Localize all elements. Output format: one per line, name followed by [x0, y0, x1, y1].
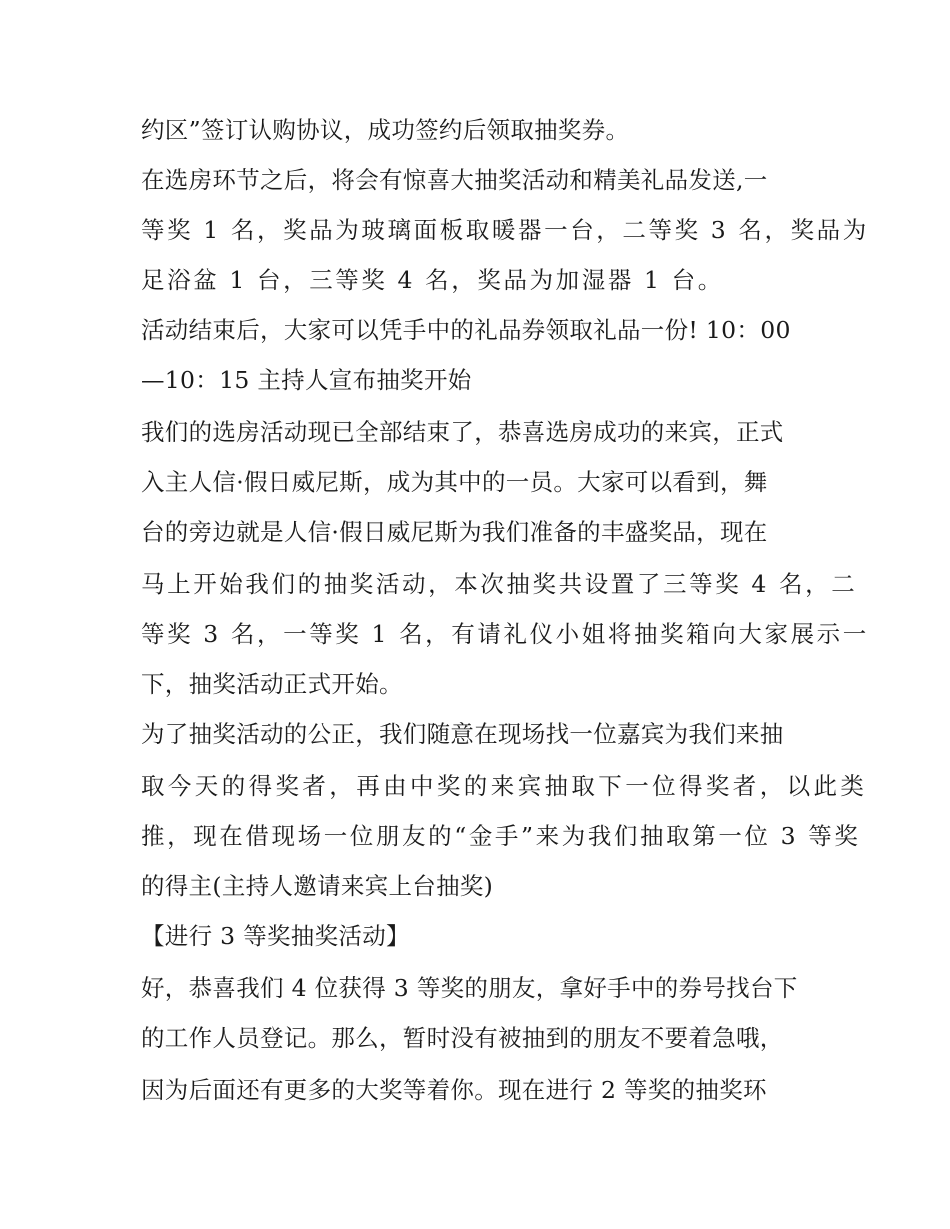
- text-line-15: 推，现在借现场一位朋友的“金手”来为我们抽取第一位 3 等奖: [141, 822, 861, 850]
- text-line-8: 入主人信·假日威尼斯，成为其中的一员。大家可以看到，舞: [141, 468, 768, 496]
- text-line-5: 活动结束后，大家可以凭手中的礼品券领取礼品一份! 10：00: [141, 316, 791, 344]
- text-line-18: 好，恭喜我们 4 位获得 3 等奖的朋友，拿好手中的券号找台下: [141, 974, 798, 1002]
- text-line-17: 【进行 3 等奖抽奖活动】: [141, 922, 410, 950]
- text-line-12: 下，抽奖活动正式开始。: [141, 670, 403, 698]
- text-line-11: 等奖 3 名，一等奖 1 名，有请礼仪小姐将抽奖箱向大家展示一: [141, 620, 869, 648]
- text-line-6: —10：15 主持人宣布抽奖开始: [141, 366, 472, 394]
- text-line-2: 在选房环节之后，将会有惊喜大抽奖活动和精美礼品发送,一: [141, 166, 768, 194]
- text-line-19: 的工作人员登记。那么，暂时没有被抽到的朋友不要着急哦，: [141, 1024, 784, 1052]
- text-line-1: 约区”签订认购协议，成功签约后领取抽奖券。: [141, 116, 630, 144]
- text-line-10: 马上开始我们的抽奖活动，本次抽奖共设置了三等奖 4 名，二: [141, 570, 858, 598]
- text-line-9: 台的旁边就是人信·假日威尼斯为我们准备的丰盛奖品，现在: [141, 518, 768, 546]
- text-line-3: 等奖 1 名，奖品为玻璃面板取暖器一台，二等奖 3 名，奖品为: [141, 216, 869, 244]
- text-line-16: 的得主(主持人邀请来宾上台抽奖): [141, 872, 494, 900]
- text-line-20: 因为后面还有更多的大奖等着你。现在进行 2 等奖的抽奖环: [141, 1076, 767, 1104]
- text-line-14: 取今天的得奖者，再由中奖的来宾抽取下一位得奖者，以此类: [141, 772, 868, 800]
- text-line-13: 为了抽奖活动的公正，我们随意在现场找一位嘉宾为我们来抽: [141, 720, 784, 748]
- text-line-7: 我们的选房活动现已全部结束了，恭喜选房成功的来宾，正式: [141, 418, 784, 446]
- text-line-4: 足浴盆 1 台，三等奖 4 名，奖品为加湿器 1 台。: [141, 266, 724, 294]
